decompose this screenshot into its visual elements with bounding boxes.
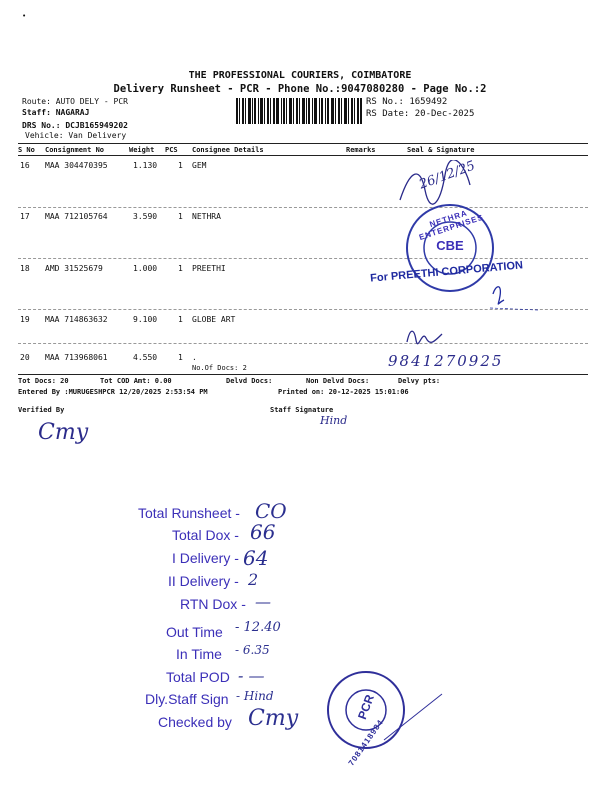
summary-second-delivery-value: 2 xyxy=(248,570,259,589)
col-seal: Seal & Signature xyxy=(407,146,475,154)
summary-total-dox-value: 66 xyxy=(250,520,276,544)
row-sno: 18 xyxy=(20,264,30,273)
row-pcs: 1 xyxy=(178,315,183,324)
row-weight: 3.590 xyxy=(133,212,158,221)
row-divider xyxy=(18,207,588,208)
summary-total-pod-label: Total POD xyxy=(166,669,230,685)
row-weight: 9.100 xyxy=(133,315,158,324)
barcode xyxy=(236,98,362,124)
row-sno: 16 xyxy=(20,161,30,170)
summary-total-runsheet-label: Total Runsheet - xyxy=(138,505,240,521)
row-consignment: AMD 31525679 xyxy=(45,264,103,273)
corner-mark: • xyxy=(22,12,27,20)
staff-signature-mark: Hind xyxy=(320,414,348,427)
delvd-docs: Delvd Docs: xyxy=(226,377,273,385)
company-name: THE PROFESSIONAL COURIERS, COIMBATORE xyxy=(188,70,412,81)
tot-cod: Tot COD Amt: 0.00 xyxy=(100,377,172,385)
summary-total-pod-value: - — xyxy=(238,666,265,685)
col-weight: Weight xyxy=(129,146,155,154)
table-bottom-rule xyxy=(18,374,588,375)
staff-text: Staff: NAGARAJ xyxy=(22,108,90,117)
verified-by-label: Verified By xyxy=(18,406,65,414)
summary-in-time-label: In Time xyxy=(176,646,222,662)
row-consignee: GEM xyxy=(192,161,207,170)
row-divider xyxy=(18,258,588,259)
col-consignee: Consignee Details xyxy=(192,146,264,154)
row-sno: 19 xyxy=(20,315,30,324)
row-consignee: PREETHI xyxy=(192,264,226,273)
row-pcs: 1 xyxy=(178,353,183,362)
round-stamp-ring-text: NETHRA ENTERPRISES xyxy=(417,208,485,242)
vehicle-text: Vehicle: Van Delivery xyxy=(25,131,127,140)
rs-no: RS No.: 1659492 xyxy=(366,97,448,107)
col-consignment: Consignment No xyxy=(45,146,105,154)
table-top-rule xyxy=(18,143,588,144)
row-signature-scribble xyxy=(404,324,446,348)
barcode-graphic xyxy=(236,98,362,124)
pcr-stamp-scribble xyxy=(380,688,450,748)
row-consignment: MAA 714863632 xyxy=(45,315,108,324)
table-header-rule xyxy=(18,155,588,156)
summary-in-time-value: - 6.35 xyxy=(235,643,270,657)
col-sno: S No xyxy=(18,146,35,154)
entered-by: Entered By :MURUGESHPCR 12/20/2025 2:53:54 PM xyxy=(18,388,208,396)
row-weight: 4.550 xyxy=(133,353,158,362)
summary-rtn-dox-label: RTN Dox - xyxy=(180,596,246,612)
row-consignment: MAA 713968061 xyxy=(45,353,108,362)
company-stamp: For PREETHI CORPORATION xyxy=(369,259,524,285)
summary-first-delivery-label: I Delivery - xyxy=(172,550,239,566)
summary-total-runsheet-value: CO xyxy=(255,499,287,523)
staff-signature-label: Staff Signature xyxy=(270,406,334,414)
row-note: No.Of Docs: 2 xyxy=(192,364,247,372)
non-delvd-docs: Non Delvd Docs: xyxy=(306,377,370,385)
row-consignment: MAA 304470395 xyxy=(45,161,108,170)
route-text: Route: AUTO DELY - PCR xyxy=(22,97,128,106)
col-remarks: Remarks xyxy=(346,146,376,154)
tot-docs: Tot Docs: 20 xyxy=(18,377,69,385)
summary-out-time-value: - 12.40 xyxy=(235,620,281,635)
row-weight: 1.130 xyxy=(133,161,158,170)
summary-checked-by-label: Checked by xyxy=(158,714,232,730)
row-weight: 1.000 xyxy=(133,264,158,273)
row-consignee: . xyxy=(192,353,197,362)
summary-checked-by-value: Cmy xyxy=(248,706,299,731)
row-sno: 17 xyxy=(20,212,30,221)
summary-total-dox-label: Total Dox - xyxy=(172,527,239,543)
handwritten-phone: 9841270925 xyxy=(388,352,504,370)
summary-second-delivery-label: II Delivery - xyxy=(168,573,239,589)
row-pcs: 1 xyxy=(178,212,183,221)
company-stamp-signature xyxy=(488,282,543,318)
round-stamp-center: CBE xyxy=(436,238,464,253)
row-consignee: NETHRA xyxy=(192,212,221,221)
row-pcs: 1 xyxy=(178,264,183,273)
col-pcs: PCS xyxy=(165,146,178,154)
verified-signature: Cmy xyxy=(38,420,89,445)
handwritten-date: 26/12/25 xyxy=(417,158,478,193)
pcr-stamp-ring: 7081418984 xyxy=(346,717,386,768)
summary-first-delivery-value: 64 xyxy=(243,546,269,570)
row-sno: 20 xyxy=(20,353,30,362)
delvy-pts: Delvy pts: xyxy=(398,377,441,385)
row-consignment: MAA 712105764 xyxy=(45,212,108,221)
drs-no: DRS No.: DCJB165949202 xyxy=(22,121,128,130)
row-divider xyxy=(18,343,588,344)
pcr-stamp-center: PCR xyxy=(355,692,377,722)
summary-out-time-label: Out Time xyxy=(166,624,223,640)
printed-on: Printed on: 20-12-2025 15:01:06 xyxy=(278,388,409,396)
summary-staff-sign-value: - Hind xyxy=(236,689,274,703)
summary-staff-sign-label: Dly.Staff Sign xyxy=(145,691,229,707)
runsheet-title: Delivery Runsheet - PCR - Phone No.:9047080280 - Page No.:2 xyxy=(113,83,487,95)
rs-date: RS Date: 20-Dec-2025 xyxy=(366,109,475,119)
row-consignee: GLOBE ART xyxy=(192,315,236,324)
summary-rtn-dox-value: — xyxy=(255,592,271,611)
row-pcs: 1 xyxy=(178,161,183,170)
